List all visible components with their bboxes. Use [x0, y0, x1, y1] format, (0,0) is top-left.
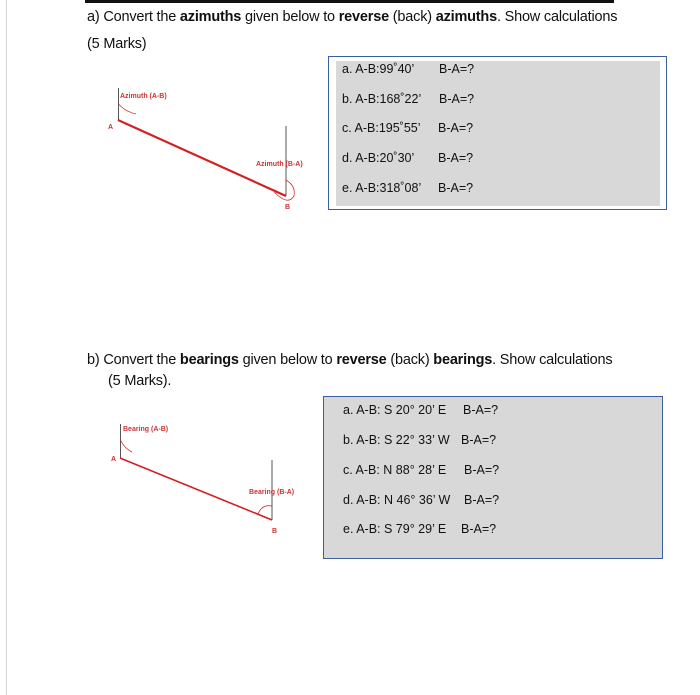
question-a-marks: (5 Marks): [87, 36, 147, 52]
point-a-label: A: [108, 124, 114, 131]
point-a-label-bearing: A: [111, 456, 117, 463]
azimuth-arc-b: [274, 180, 294, 200]
point-b-label-bearing: B: [272, 528, 278, 535]
label-bearing-ba: Bearing (B-A): [249, 489, 295, 496]
bearing-item: e. A-B: S 79° 29’ E B-A=?: [343, 522, 497, 536]
azimuth-item: d. A-B:20˚30’ B-A=?: [342, 151, 474, 165]
bearing-arc-b: [258, 506, 272, 514]
bearing-item: a. A-B: S 20° 20’ E B-A=?: [343, 403, 499, 417]
label-azimuth-ab: Azimuth (A-B): [120, 93, 167, 100]
question-b-heading: b) Convert the bearings given below to reverse (back) bearings. Show calculations: [87, 352, 613, 368]
label-azimuth-ba: Azimuth (B-A): [256, 161, 303, 168]
azimuth-item: c. A-B:195˚55’ B-A=?: [342, 121, 474, 135]
point-b-label: B: [285, 204, 291, 211]
azimuth-item: e. A-B:318˚08’ B-A=?: [342, 181, 474, 195]
label-bearing-ab: Bearing (A-B): [123, 426, 169, 433]
question-a-heading: a) Convert the azimuths given below to reverse (back) azimuths. Show calculations: [87, 9, 618, 25]
azimuth-arc-a: [119, 104, 137, 114]
azimuth-item: a. A-B:99˚40’ B-A=?: [342, 62, 475, 76]
bearing-arc-a: [121, 440, 133, 452]
azimuth-item: b. A-B:168˚22’ B-A=?: [342, 92, 475, 106]
bearing-item: d. A-B: N 46° 36’ W B-A=?: [343, 493, 500, 507]
line-a-b: [118, 120, 286, 196]
bearing-item: b. A-B: S 22° 33’ W B-A=?: [343, 433, 497, 447]
question-b-marks: (5 Marks).: [108, 373, 172, 389]
bearing-item: c. A-B: N 88° 28’ E B-A=?: [343, 463, 500, 477]
